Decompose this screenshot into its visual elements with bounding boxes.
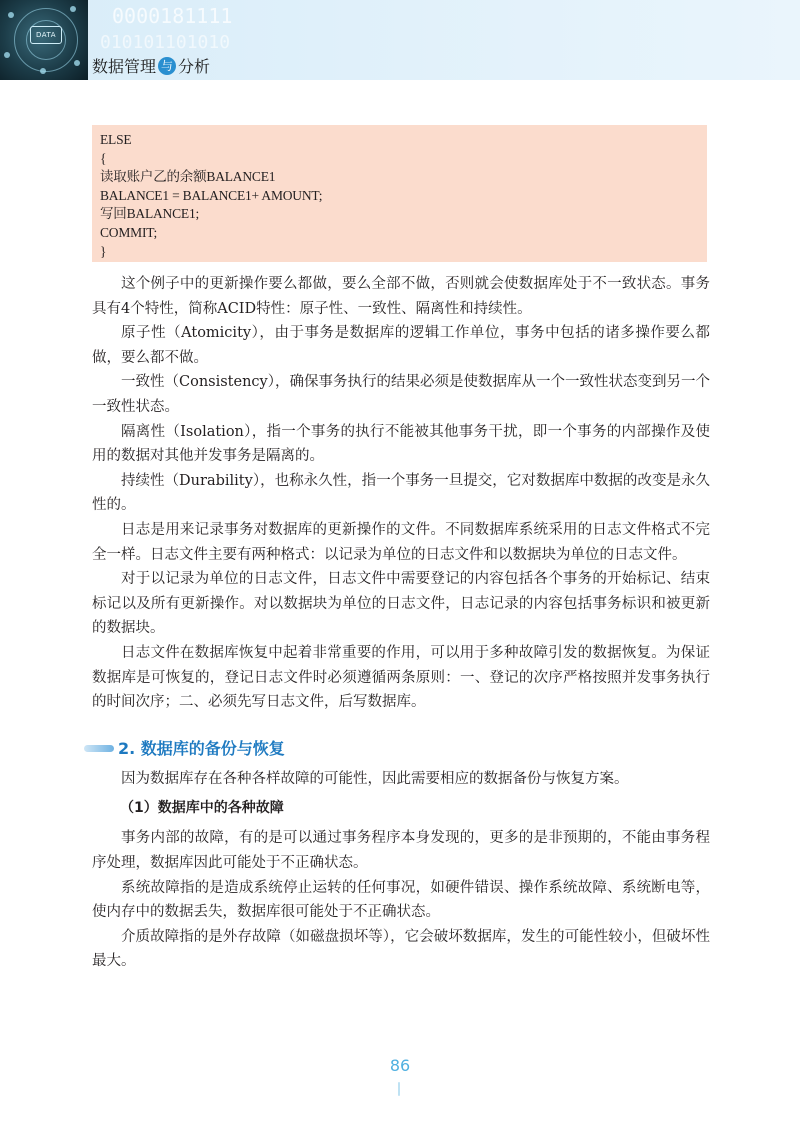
paragraph: 一致性（Consistency），确保事务执行的结果必须是使数据库从一个一致性状态变到另一个一致性状态。 [92, 374, 710, 415]
code-line: 写回BALANCE1; [100, 206, 200, 222]
paragraph: 因为数据库存在各种各样故障的可能性，因此需要相应的数据备份与恢复方案。 [121, 771, 629, 788]
paragraph: 日志是用来记录事务对数据库的更新操作的文件。不同数据库系统采用的日志文件格式不完全一样。日志文件主要有两种格式：以记录为单位的日志文件和以数据块为单位的日志文件。 [92, 521, 710, 563]
paragraph: 隔离性（Isolation），指一个事务的执行不能被其他事务干扰，即一个事务的内部操作及使用的数据对其他并发事务是隔离的。 [92, 423, 710, 465]
page-number: 86 [389, 1056, 411, 1075]
sub-heading: （1）数据库中的各种故障 [120, 799, 284, 816]
code-line: BALANCE1 = BALANCE1+ AMOUNT; [100, 187, 323, 203]
body-text [92, 272, 710, 974]
section-heading-text: 2. 数据库的备份与恢复 [118, 738, 285, 758]
code-line: COMMIT; [100, 224, 158, 240]
paragraph: 对于以记录为单位的日志文件，日志文件中需要登记的内容包括各个事务的开始标记、结束标记以及所有更新操作。对以数据块为单位的日志文件，日志记录的内容包括事务标识和被更新的数据块。 [92, 571, 710, 637]
code-line: { [100, 150, 107, 166]
paragraph: 这个例子中的更新操作要么都做，要么全部不做，否则就会使数据库处于不一致状态。事务具有4个特性，简称ACID特性：原子性、一致性、隔离性和持续性。 [92, 276, 710, 317]
section-heading [84, 737, 710, 762]
book-title-connector: 与 [158, 57, 176, 75]
binary-decoration: 0000181111 [112, 4, 233, 28]
binary-decoration: 010101101010 [100, 32, 231, 53]
code-line: 读取账户乙的余额BALANCE1 [100, 169, 276, 185]
paragraph: 日志文件在数据库恢复中起着非常重要的作用，可以用于多种故障引发的数据恢复。为保证数据库是可恢复的，登记日志文件时必须遵循两条原则：一、登记的次序严格按照并发事务执行的时间次序；二、必须先写日志文件，后写数据库。 [92, 644, 710, 711]
code-line: ELSE [100, 132, 132, 147]
code-line: } [100, 243, 107, 259]
code-block [92, 125, 707, 262]
paragraph: 系统故障指的是造成系统停止运转的任何事况，如硬件错误、操作系统故障、系统断电等，使内存中的数据丢失，数据库很可能处于不正确状态。 [92, 879, 710, 921]
paragraph: 原子性（Atomicity），由于事务是数据库的逻辑工作单位，事务中包括的诸多操作要么都做，要么都不做。 [92, 325, 710, 366]
book-title [92, 54, 210, 77]
book-title-part: 数据管理 [92, 57, 157, 76]
paragraph: 持续性（Durability），也称永久性，指一个事务一旦提交，它对数据库中数据的改变是永久性的。 [92, 472, 710, 514]
paragraph: 事务内部的故障，有的是可以通过事务程序本身发现的，更多的是非预期的，不能由事务程序处理，数据库因此可能处于不正确状态。 [92, 830, 710, 872]
book-title-part: 分析 [178, 57, 211, 76]
data-badge: DATA [30, 26, 62, 44]
page-header [0, 0, 800, 80]
data-network-illustration [0, 0, 88, 80]
paragraph: 介质故障指的是外存故障（如磁盘损坏等），它会破坏数据库，发生的可能性较小，但破坏性最大。 [92, 928, 710, 970]
section-marker-icon [84, 745, 114, 752]
page-number-decoration [398, 1082, 400, 1096]
